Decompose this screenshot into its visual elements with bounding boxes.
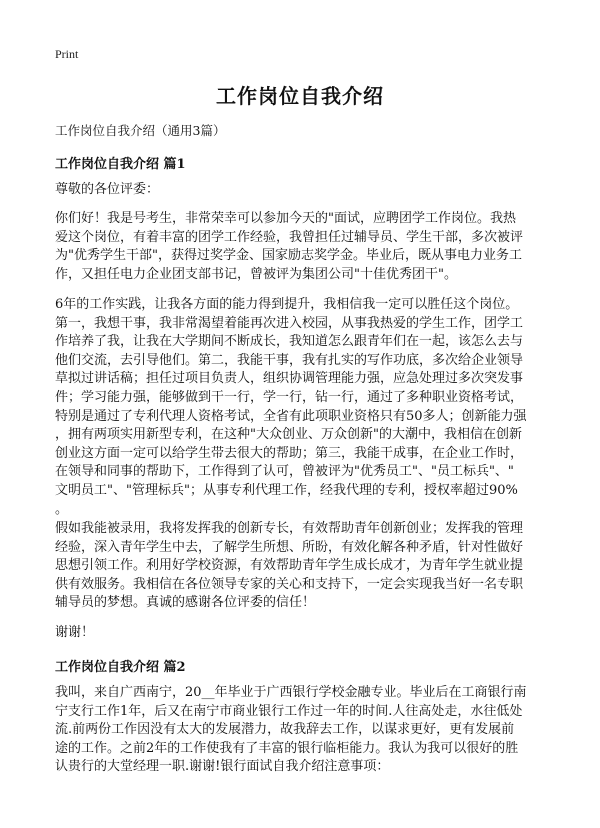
section-heading-2: 工作岗位自我介绍 篇2: [55, 660, 186, 675]
text-line: 第一，我想干事，我非常渴望着能再次进入校园，从事我热爱的学生工作，团学工: [55, 315, 524, 331]
text-line: 作，又担任电力企业团支部书记，曾被评为集团公司"十佳优秀团干"。: [55, 266, 457, 282]
text-line: 宁支行工作1年，后又在南宁市商业银行工作过一年的时间.人往高处走，水往低处: [55, 703, 523, 719]
text-line: 件；学习能力强，能够做到干一行，学一行，钻一行，通过了多种职业资格考试，: [55, 389, 524, 405]
text-line: 认贵行的大堂经理一职.谢谢!银行面试自我介绍注意事项：: [55, 759, 390, 775]
print-label: Print: [55, 47, 79, 61]
text-line: 假如我能被录用，我将发挥我的创新专长，有效帮助青年创新创业；发挥我的管理: [55, 521, 524, 536]
section1-paragraph-2: [55, 296, 551, 519]
text-line: 文明员工"、"管理标兵"；从事专利代理工作，经我代理的专利，授权率超过90%: [55, 482, 518, 498]
salutation: 尊敬的各位评委：: [55, 182, 160, 197]
text-line: 。: [55, 501, 69, 517]
section2-paragraph-1: [55, 684, 551, 777]
text-line: 你们好！我是号考生，非常荣幸可以参加今天的"面试，应聘团学工作岗位。我热: [55, 211, 516, 226]
text-line: 他们交流，去引导他们。第二，我能干事，我有扎实的写作功底，多次给企业领导: [55, 352, 524, 368]
text-line: 供有效服务。我相信在各位领导专家的关心和支持下，一定会实现我当好一名专职: [55, 576, 524, 592]
text-line: 辅导员的梦想。真诚的感谢各位评委的信任！: [55, 595, 316, 611]
text-line: 作培养了我，让我在大学期间不断成长，我知道怎么跟青年们在一起，该怎么去与: [55, 334, 524, 350]
document-subtitle: 工作岗位自我介绍（通用3篇）: [55, 123, 226, 138]
text-line: 为"优秀学生干部"，获得过奖学金、国家励志奖学金。毕业后，既从事电力业务工: [55, 248, 522, 264]
text-line: 特别是通过了专利代理人资格考试，全省有此项职业资格只有50多人；创新能力强: [55, 408, 527, 424]
section1-paragraph-1: [55, 210, 551, 284]
closing-thanks: 谢谢！: [55, 625, 95, 640]
text-line: 在领导和同事的帮助下，工作得到了认可，曾被评为"优秀员工"、"员工标兵"、": [55, 464, 514, 480]
text-line: 草拟过讲话稿；担任过项目负责人，组织协调管理能力强，应急处理过多次突发事: [55, 371, 524, 387]
text-line: 6年的工作实践，让我各方面的能力得到提升，我相信我一定可以胜任这个岗位。: [55, 297, 519, 312]
section-heading-1: 工作岗位自我介绍 篇1: [55, 157, 186, 172]
text-line: 经验，深入青年学生中去，了解学生所想、所盼，有效化解各种矛盾，针对性做好: [55, 539, 524, 555]
text-line: 创业这方面一定可以给学生带去很大的帮助；第三，我能干成事，在企业工作时，: [55, 445, 524, 461]
section1-paragraph-3: [55, 520, 551, 613]
text-line: 我叫，来自广西南宁，20__年毕业于广西银行学校金融专业。毕业后在工商银行南: [55, 685, 527, 700]
text-line: 途的工作。之前2年的工作使我有了丰富的银行临柜能力。我认为我可以很好的胜: [55, 740, 519, 756]
text-line: 思想引领工作。利用好学校资源，有效帮助青年学生成长成才，为青年学生就业提: [55, 558, 524, 574]
page-title: 工作岗位自我介绍: [216, 84, 384, 108]
text-line: ，拥有两项实用新型专利，在这种"大众创业、万众创新"的大潮中，我相信在创新: [55, 427, 522, 443]
text-line: 流.前两份工作因没有太大的发展潜力，故我辞去工作，以谋求更好，更有发展前: [55, 722, 515, 738]
text-line: 爱这个岗位，有着丰富的团学工作经验，我曾担任过辅导员、学生干部，多次被评: [55, 229, 524, 245]
